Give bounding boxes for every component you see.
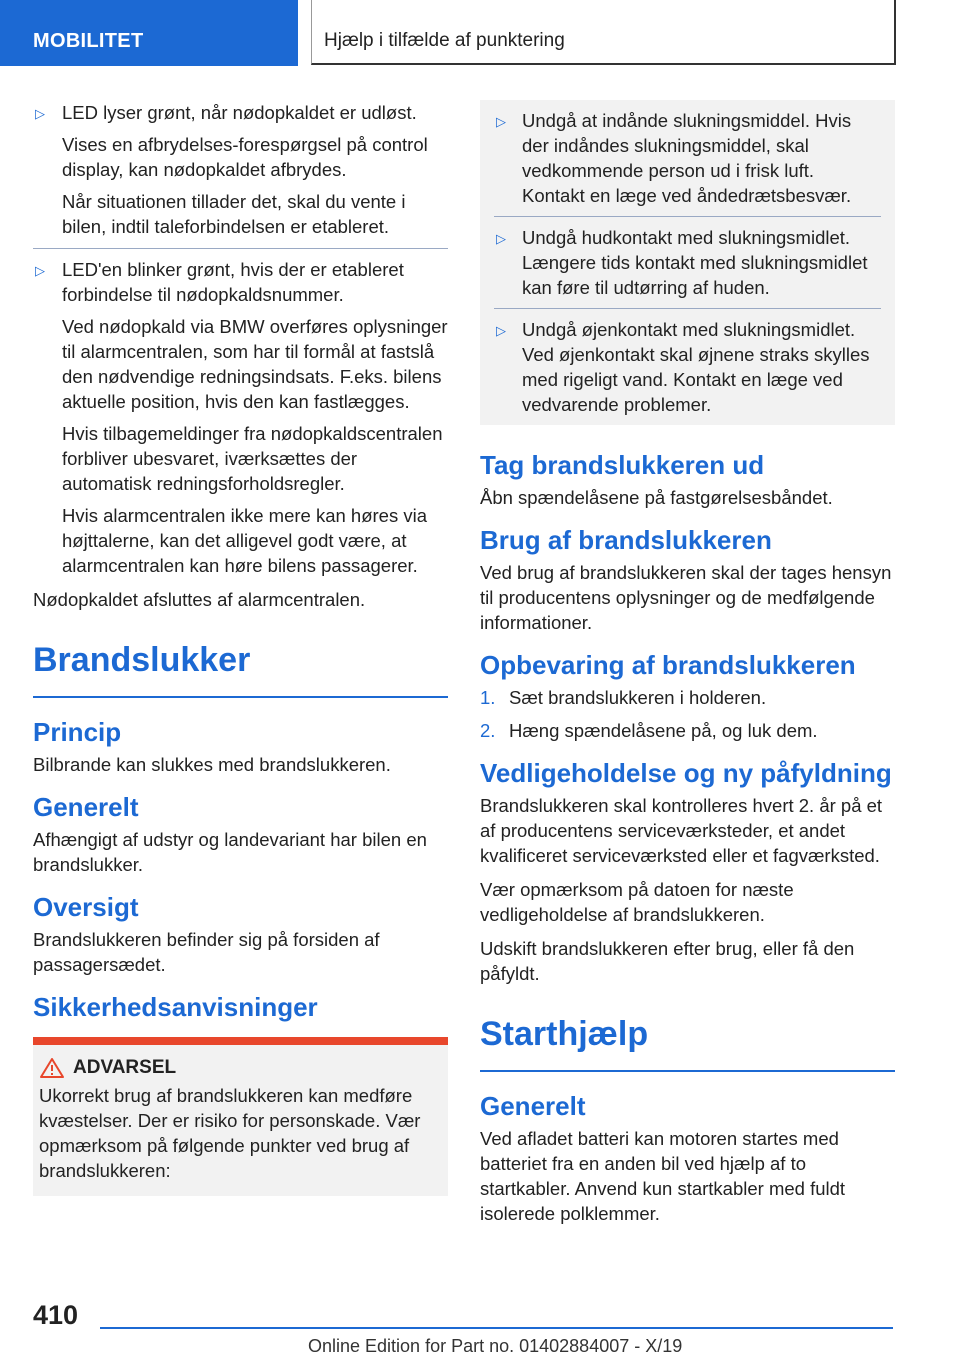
vedl-text-2: Vær opmærksom på datoen for næste vedligeholdelse af brandslukkeren. bbox=[480, 879, 794, 925]
oversigt-text: Brandslukkeren befinder sig på forsiden af passagersædet. bbox=[33, 929, 380, 975]
bullet-item bbox=[33, 257, 448, 578]
warning-text: Ukorrekt brug af brandslukkeren kan medføre kvæstelser. Der er risiko for personskade. Vær opmærksom på følgende punkter ved brug af brandslukkeren: bbox=[39, 1085, 421, 1181]
generelt-text: Afhængigt af udstyr og landevariant har bilen en brandslukker. bbox=[33, 829, 427, 875]
divider bbox=[33, 248, 448, 249]
left-column bbox=[33, 100, 448, 1196]
chapter-header bbox=[311, 0, 896, 65]
step-text: Hæng spændelåsene på, og luk dem. bbox=[509, 720, 818, 741]
bullet-item bbox=[33, 100, 448, 239]
tag-ud-text: Åbn spændelåsene på fastgørelsesbåndet. bbox=[480, 487, 833, 508]
divider bbox=[494, 308, 881, 309]
divider bbox=[494, 216, 881, 217]
heading-vedligeholdelse: Vedligeholdelse og ny påfyldning bbox=[480, 758, 892, 788]
heading-tag-ud: Tag brandslukkeren ud bbox=[480, 450, 765, 480]
chapter-title: Hjælp i tilfælde af punktering bbox=[324, 30, 565, 51]
warning-bar bbox=[33, 1037, 448, 1045]
warning-continuation-box bbox=[480, 100, 895, 425]
brug-text: Ved brug af brandslukkeren skal der tages hensyn til producentens oplysninger og de medfølgende informationer. bbox=[480, 562, 892, 633]
warning-box bbox=[33, 1045, 448, 1196]
heading-rule bbox=[33, 696, 448, 698]
heading-rule bbox=[480, 1070, 895, 1072]
section-tab bbox=[0, 0, 298, 66]
heading-generelt: Generelt bbox=[33, 792, 139, 822]
bullet-text: ▷ LED lyser grønt, når nødopkaldet er udløst. bbox=[33, 100, 448, 125]
warning-header bbox=[39, 1057, 442, 1079]
step-number: 2. bbox=[480, 720, 496, 741]
bullet-subtext: Hvis tilbagemeldinger fra nødopkaldscentralen forbliver ubesvaret, iværksættes der automatisk redningsforholdsregler. bbox=[62, 423, 443, 494]
footer-rule bbox=[100, 1327, 893, 1329]
list-item bbox=[480, 718, 895, 743]
bullet-text: ▷ LED'en blinker grønt, hvis der er etableret forbindelse til nødopkaldsnummer. bbox=[33, 257, 448, 307]
vedl-text-3: Udskift brandslukkeren efter brug, eller få den påfyldt. bbox=[480, 938, 855, 984]
princip-text: Bilbrande kan slukkes med brandslukkeren. bbox=[33, 754, 391, 775]
heading-start-generelt: Generelt bbox=[480, 1091, 586, 1121]
right-column bbox=[480, 100, 895, 1235]
vedl-text-1: Brandslukkeren skal kontrolleres hvert 2. år på et af producentens serviceværksteder, et andet kvalificeret serviceværksted eller et fagværksted. bbox=[480, 795, 883, 866]
section-title: MOBILITET bbox=[33, 30, 144, 52]
heading-opbevaring: Opbevaring af brandslukkeren bbox=[480, 650, 856, 680]
start-generelt-text: Ved afladet batteri kan motoren startes med batteriet fra en anden bil ved hjælp af to startkabler. Anvend kun startkabler med fuldt isolerede polklemmer. bbox=[480, 1128, 846, 1224]
box-bullet: ▷ Undgå hudkontakt med slukningsmidlet. Længere tids kontakt med slukningsmidlet kan føre til udtørring af huden. bbox=[494, 225, 881, 300]
step-number: 1. bbox=[480, 687, 496, 708]
heading-starthjaelp: Starthjælp bbox=[480, 1015, 649, 1053]
box-bullet: ▷ Undgå øjenkontakt med slukningsmidlet. Ved øjenkontakt skal øjnene straks skylles med rigeligt vand. Kontakt en læge ved vedvarende problemer. bbox=[494, 317, 881, 417]
box-bullet: ▷ Undgå at indånde slukningsmiddel. Hvis der indåndes slukningsmiddel, skal vedkommende person ud i frisk luft. Kontakt en læge ved åndedrætsbesvær. bbox=[494, 108, 881, 208]
heading-oversigt: Oversigt bbox=[33, 892, 139, 922]
closing-text: Nødopkaldet afsluttes af alarmcentralen. bbox=[33, 589, 366, 610]
steps-list bbox=[480, 685, 895, 743]
footer-edition: Online Edition for Part no. 01402884007 - X/19 bbox=[308, 1336, 683, 1356]
heading-princip: Princip bbox=[33, 717, 122, 747]
heading-brandslukker: Brandslukker bbox=[33, 641, 251, 679]
warning-triangle-icon bbox=[39, 1057, 65, 1079]
bullet-subtext: Når situationen tillader det, skal du vente i bilen, indtil taleforbindelsen er etableret. bbox=[62, 191, 406, 237]
bullet-subtext: Ved nødopkald via BMW overføres oplysninger til alarmcentralen, som har til formål at fastslå den nødvendige redningsindsats. F.eks. bilens aktuelle position, hvis den kan fastlægges. bbox=[62, 316, 448, 412]
page-number: 410 bbox=[33, 1300, 79, 1330]
step-text: Sæt brandslukkeren i holderen. bbox=[509, 687, 767, 708]
bullet-subtext: Vises en afbrydelses-forespørgsel på control display, kan nødopkaldet afbrydes. bbox=[62, 134, 428, 180]
list-item bbox=[480, 685, 895, 710]
heading-sikkerhedsanvisninger: Sikkerhedsanvisninger bbox=[33, 992, 318, 1022]
warning-title: ADVARSEL bbox=[73, 1057, 177, 1078]
heading-brug: Brug af brandslukkeren bbox=[480, 525, 772, 555]
bullet-subtext: Hvis alarmcentralen ikke mere kan høres via højttalerne, kan det alligevel godt være, at alarmcentralen kan høre bilens passagerer. bbox=[62, 505, 427, 576]
